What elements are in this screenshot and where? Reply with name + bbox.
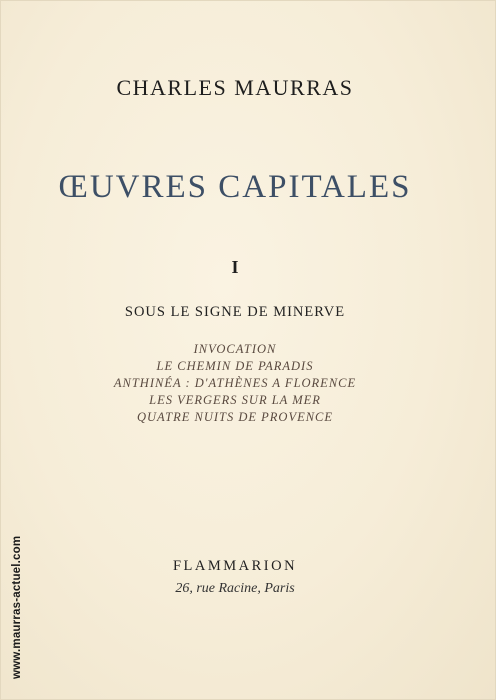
publisher-address: 26, rue Racine, Paris [175, 581, 295, 596]
contents-item: LES VERGERS SUR LA MER [149, 393, 321, 407]
book-title: ŒUVRES CAPITALES [58, 169, 412, 205]
contents-list [1, 341, 469, 426]
contents-item: QUATRE NUITS DE PROVENCE [136, 410, 334, 424]
website-watermark: www.maurras-actuel.com [11, 535, 23, 679]
contents-item: LE CHEMIN DE PARADIS [156, 359, 314, 373]
contents-item: ANTHINÉA : D'ATHÈNES A FLORENCE [113, 376, 357, 390]
volume-subtitle: SOUS LE SIGNE DE MINERVE [124, 304, 346, 320]
contents-item: INVOCATION [193, 342, 277, 356]
author-name: CHARLES MAURRAS [116, 75, 354, 100]
publisher-name: FLAMMARION [172, 558, 298, 574]
volume-number: I [231, 257, 239, 277]
